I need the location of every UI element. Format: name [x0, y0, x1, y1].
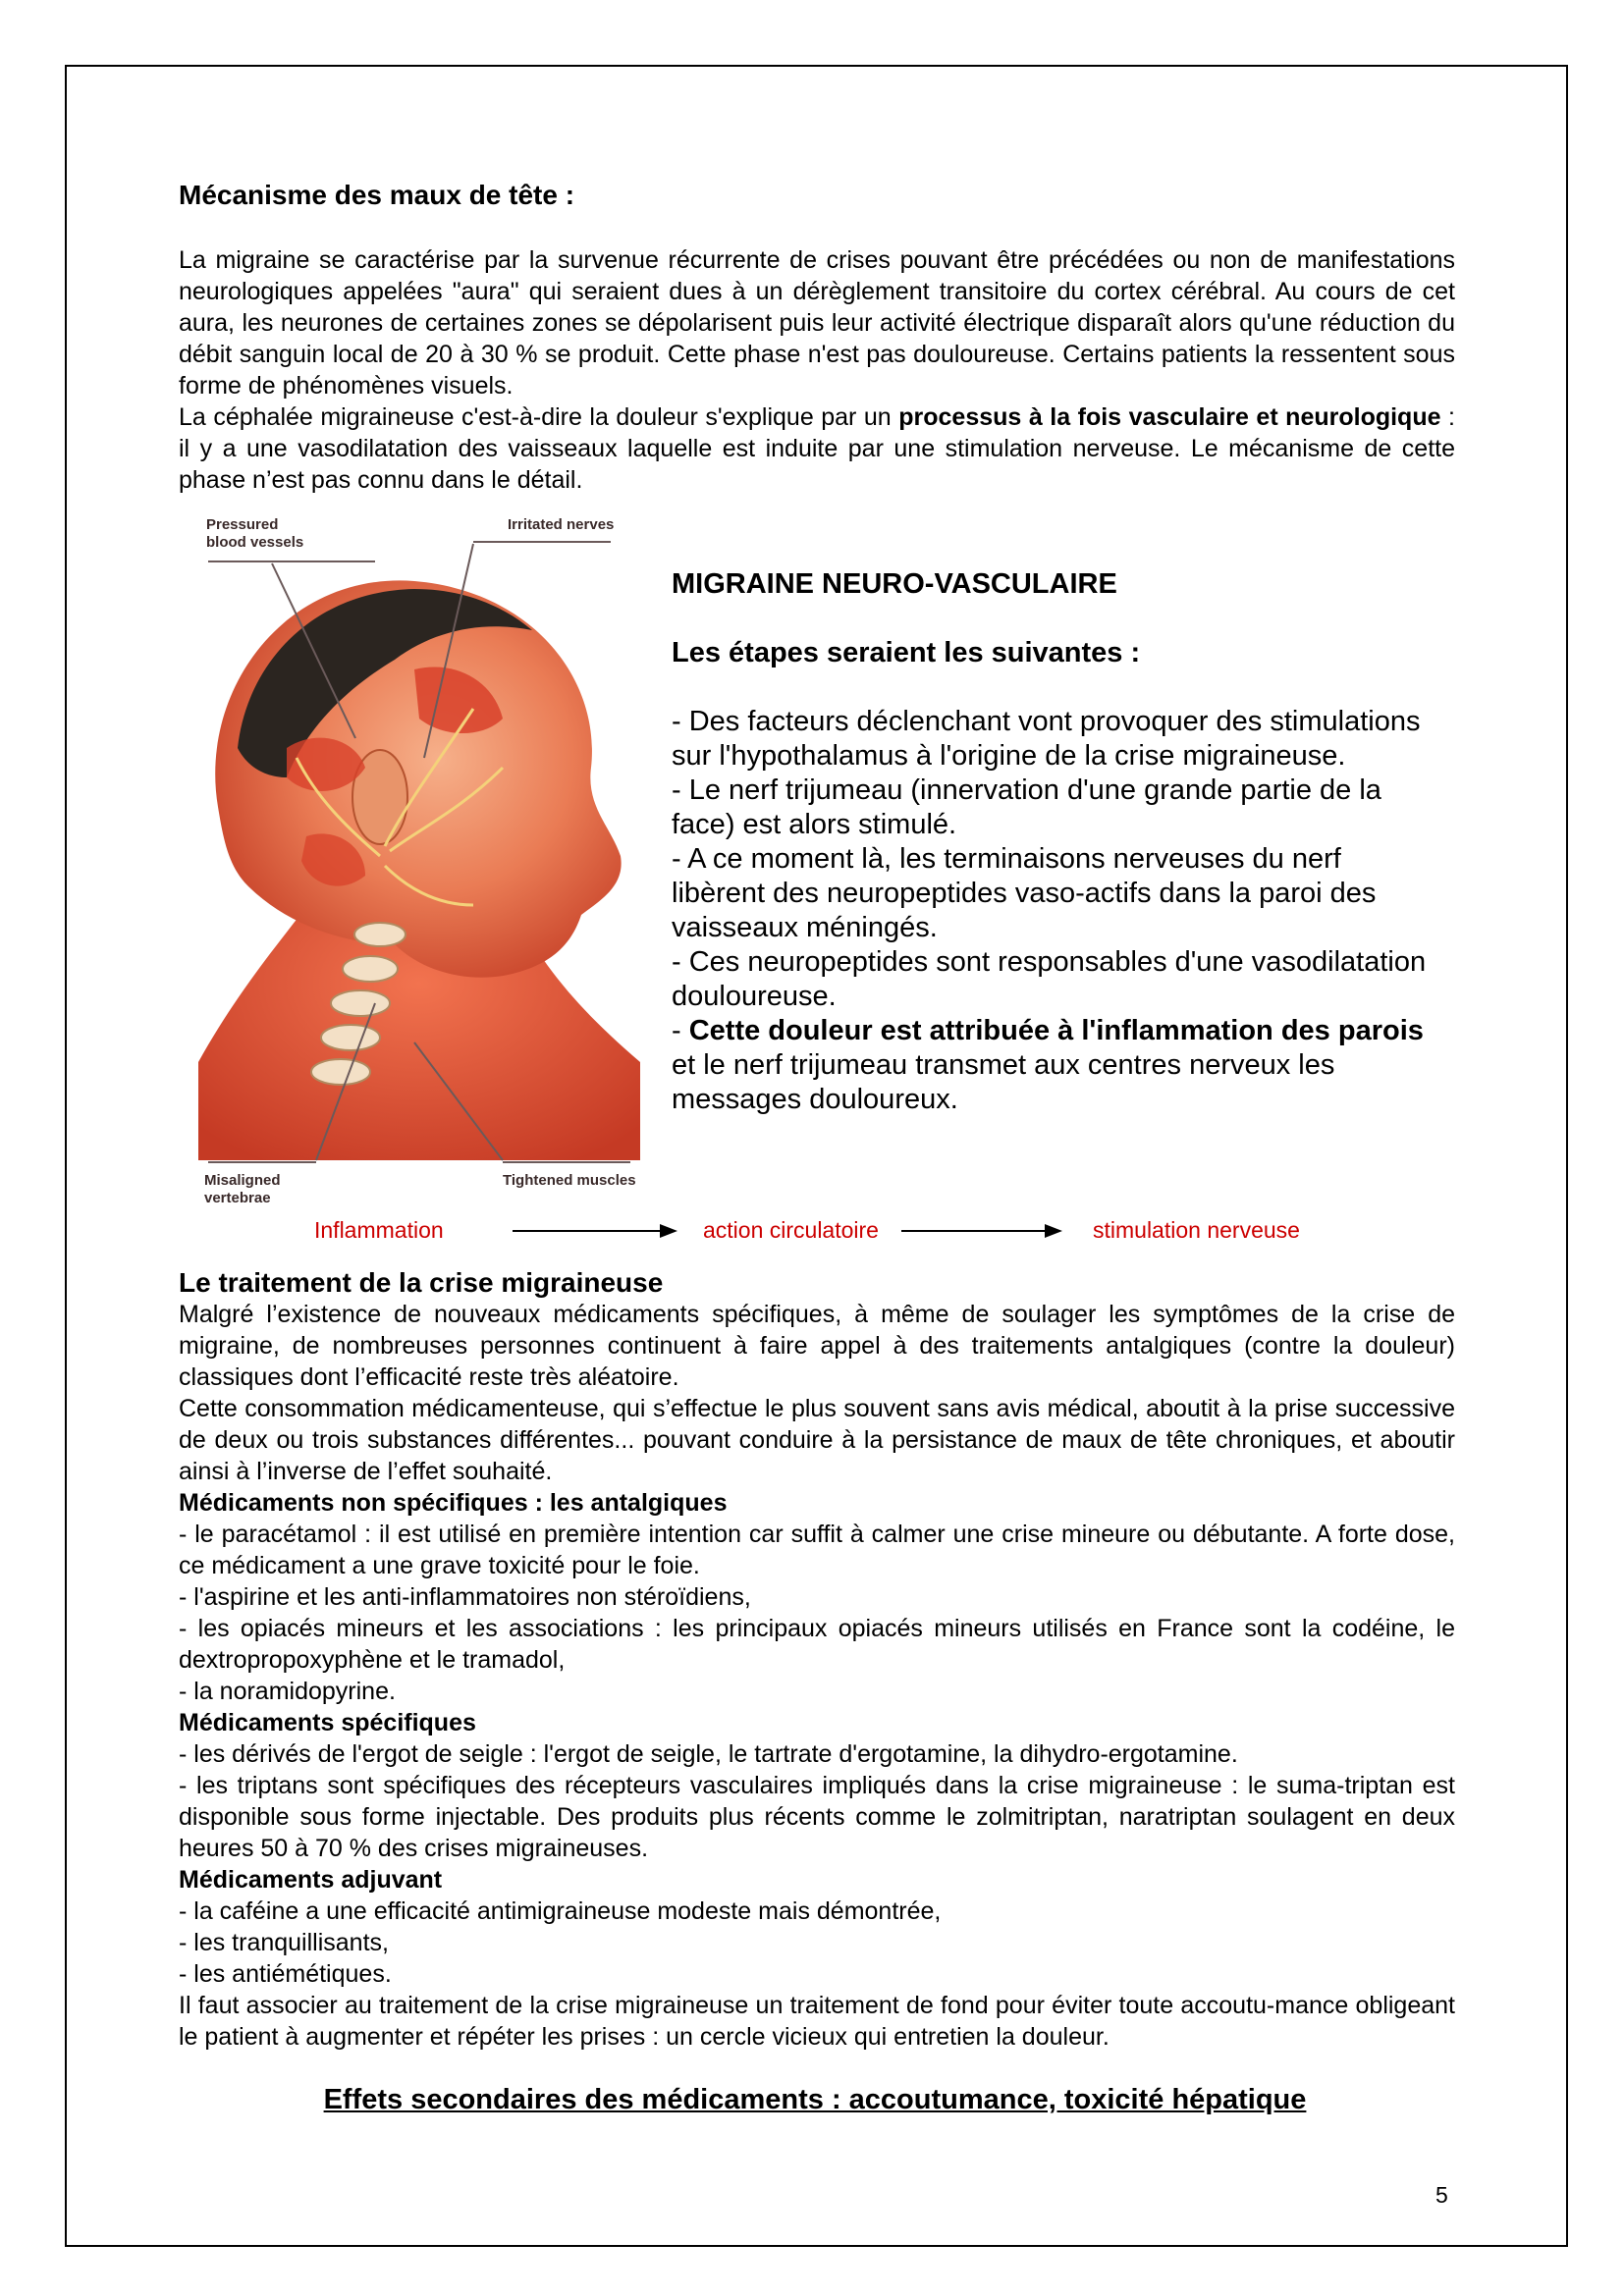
label-irritated-nerves: Irritated nerves [508, 516, 615, 533]
paragraph-closing: Il faut associer au traitement de la crise migraineuse un traitement de fond pour éviter toute accoutu-mance obligeant le patient à augmenter et répéter les prises : un cercle vicieux qui entretien la douleur. [179, 1992, 1455, 2051]
page-number: 5 [1435, 2182, 1448, 2208]
list-item: - le paracétamol : il est utilisé en première intention car suffit à calmer une crise mineure ou débutante. A forte dose, ce médicament a une grave toxicité pour le foie. [179, 1521, 1455, 1579]
step-item: - Ces neuropeptides sont responsables d'une vasodilatation douloureuse. [672, 946, 1427, 1012]
section-treatment [179, 1267, 1455, 2053]
label-pressured-blood-vessels: Pressured blood vessels [206, 516, 304, 551]
causal-flow [314, 1215, 1375, 1251]
flow-node-inflammation: Inflammation [314, 1217, 444, 1243]
text-run: : il y a une vasodilatation des vaisseaux laquelle est induite par une stimulation nerveuse. Le mécanisme de cette phase n’est pas connu dans le détail. [179, 403, 1455, 494]
bold-text: Cette douleur est attribuée à l'inflammation des parois [688, 1015, 1424, 1046]
flow-node-circulation: action circulatoire [703, 1217, 879, 1243]
list-item: - les antiémétiques. [179, 1960, 392, 1988]
section-mechanism [179, 180, 1455, 496]
panel-subtitle: Les étapes seraient les suivantes : [672, 637, 1141, 668]
step-item: - Le nerf trijumeau (innervation d'une grande partie de la face) est alors stimulé. [672, 774, 1381, 840]
panel-title: MIGRAINE NEURO-VASCULAIRE [672, 568, 1117, 600]
step-item: - Des facteurs déclenchant vont provoquer des stimulations sur l'hypothalamus à l'origine de la crise migraineuse. [672, 706, 1421, 772]
list-item: - la noramidopyrine. [179, 1678, 396, 1705]
list-item: - les dérivés de l'ergot de seigle : l'ergot de seigle, le tartrate d'ergotamine, la dihydro-ergotamine. [179, 1740, 1238, 1768]
paragraph-aura: La migraine se caractérise par la survenue récurrente de crises pouvant être précédées ou non de manifestations neurologiques appelées "aura" qui seraient dues à un dérèglement transitoire du cortex cérébral. Au cours de cet aura, les neurones de certaines zones se dépolarisent puis leur activité électrique disparaît alors qu'une réduction du débit sanguin local de 20 à 30 % se produit. Cette phase n'est pas douloureuse. Certains patients la ressentent sous forme de phénomènes visuels. [179, 246, 1455, 400]
label-tightened-muscles: Tightened muscles [503, 1172, 636, 1189]
neuro-vascular-panel [672, 567, 1437, 1117]
bold-text: processus à la fois vasculaire et neurologique [898, 403, 1441, 431]
paragraph-consumption: Cette consommation médicamenteuse, qui s’effectue le plus souvent sans avis médical, aboutit à la prise successive de deux ou trois substances différentes... pouvant conduire à la persistance de maux de tête chroniques, et aboutir ainsi à l’inverse de l’effet souhaité. [179, 1395, 1455, 1485]
subheading-specific: Médicaments spécifiques [179, 1709, 476, 1736]
section-title-mechanism: Mécanisme des maux de tête : [179, 180, 575, 210]
paragraph-treatment-intro: Malgré l’existence de nouveaux médicaments spécifiques, à même de soulager les symptômes de la crise de migraine, de nombreuses personnes continuent à faire appel à des traitements antalgiques (contre la douleur) classiques dont l’efficacité reste très aléatoire. [179, 1301, 1455, 1391]
section-title-treatment: Le traitement de la crise migraineuse [179, 1267, 664, 1298]
migraine-illustration [179, 512, 650, 1209]
text-run: La céphalée migraineuse c'est-à-dire la douleur s'explique par un [179, 403, 899, 431]
list-item: - les triptans sont spécifiques des récepteurs vasculaires impliqués dans la crise migraineuse : le suma-triptan est disponible sous forme injectable. Des produits plus récents comme le zolmitriptan, naratriptan soulagent en deux heures 50 à 70 % des crises migraineuses. [179, 1772, 1455, 1862]
list-item: - les tranquillisants, [179, 1929, 389, 1956]
text-run: et le nerf trijumeau transmet aux centres nerveux les messages douloureux. [672, 1049, 1335, 1115]
paragraph-cephalee [179, 401, 1455, 496]
label-misaligned-vertebrae: Misaligned vertebrae [204, 1172, 281, 1206]
flow-node-nerve-stimulation: stimulation nerveuse [1093, 1217, 1300, 1243]
step-item: - A ce moment là, les terminaisons nerveuses du nerf libèrent des neuropeptides vaso-actifs dans la paroi des vaisseaux méningés. [672, 843, 1377, 943]
text-run: - [672, 1015, 689, 1046]
list-item: - la caféine a une efficacité antimigraineuse modeste mais démontrée, [179, 1897, 942, 1925]
subheading-adjuvant: Médicaments adjuvant [179, 1866, 443, 1894]
arrow-right-icon [901, 1221, 1064, 1241]
list-item: - l'aspirine et les anti-inflammatoires non stéroïdiens, [179, 1583, 751, 1611]
list-item: - les opiacés mineurs et les associations : les principaux opiacés mineurs utilisés en France sont la codéine, le dextropropoxyphène et le tramadol, [179, 1615, 1455, 1674]
step-item [672, 1014, 1437, 1117]
subheading-nonspecific: Médicaments non spécifiques : les antalgiques [179, 1489, 728, 1517]
head-neck-illustration [179, 512, 650, 1209]
arrow-right-icon [513, 1221, 679, 1241]
side-effects-link[interactable]: Effets secondaires des médicaments : accoutumance, toxicité hépatique [323, 2084, 1307, 2115]
